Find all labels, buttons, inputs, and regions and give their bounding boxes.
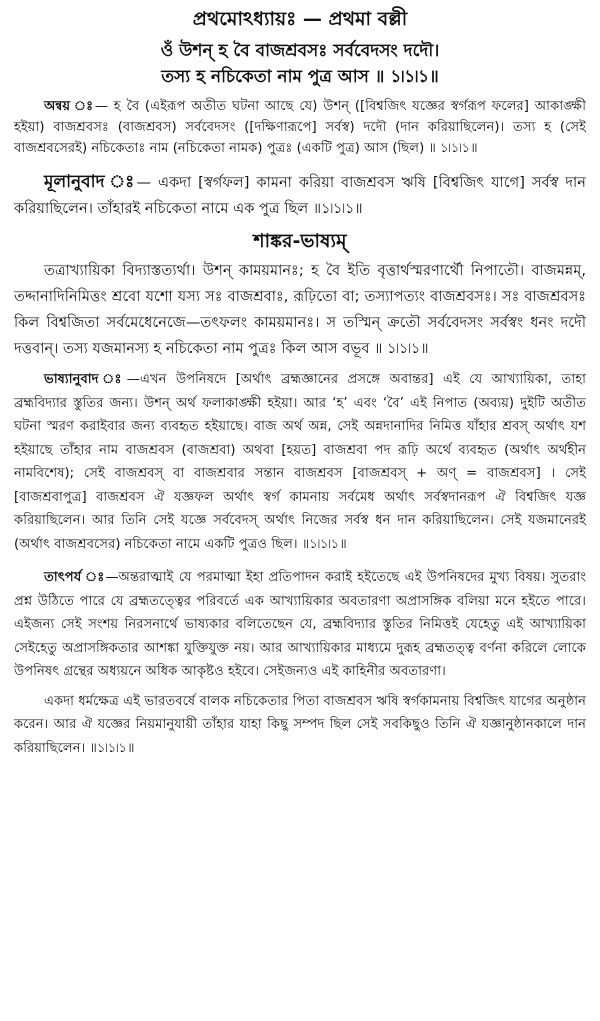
anvaya-label: অন্বয় ঃ xyxy=(44,99,95,114)
mulanubad-label: মূলানুবাদ ঃ xyxy=(44,172,137,192)
tatparya-text: —অন্তরাত্মাই যে পরমাত্মা ইহা প্রতিপাদন করাই হইতেছে এই উপনিষদের মুখ্য বিষয়। সুতরাং প্রশ্ন উঠিতে পারে যে ব্রহ্মতত্ত্বের পরিবর্তে এক আখ্যায়িকার অবতারণা অপ্রাসঙ্গিক বলিয়া মনে হইতে পারে। এইজন্য সেই সংশয় নিরসনার্থে ভাষ্যকার বলিতেছেন যে, ব্রহ্মবিদ্যার স্তুতির নিমিত্তই যেহেতু এই আখ্যায়িকা সেইহেতু অপ্রাসঙ্গিকতার আশঙ্কা যুক্তিযুক্ত নয়। আর আখ্যায়িকার মাধ্যমে দুরূহ ব্রহ্মতত্ত্ব বর্ণনা করিলে লোকে উপনিষৎ গ্রন্থের অধ্যয়নে অধিক আকৃষ্টও হইবে। সেইজন্যও এই কাহিনীর অবতারণা। xyxy=(14,570,586,679)
mantra-line-2: তস্য হ নচিকেতা নাম পুত্র আস ॥ ১৷১৷১॥ xyxy=(161,67,439,87)
anvaya-paragraph xyxy=(14,96,586,159)
bhashyanubad-text: —এখন উপনিষদে [অর্থাৎ ব্রহ্মজ্ঞানের প্রসঙ্গে অবান্তর] এই যে আখ্যায়িকা, তাহা ব্রহ্মবিদ্যার স্তুতির জন্য। উশন্ অর্থ ফলাকাঙ্ক্ষী হইয়া। আর ‘হ’ এবং ‘বৈ’ এই নিপাত (অব্যয়) দুইটি অতীত ঘটনা স্মরণ করাইবার জন্য ব্যবহৃত হইয়াছে। বাজ অর্থ অন্ন, সেই অন্নদানাদির নিমিত্ত যাঁহার শ্রবস্ অর্থাৎ যশ হইয়াছে তাঁহার নাম বাজশ্রবস (বাজশ্রবা) অথবা [হয়ত] বাজশ্রবা পদ রূঢ়ি অর্থে ব্যবহৃত (অর্থাৎ অর্থহীন নামবিশেষ); সেই বাজশ্রবস্ বা বাজশ্রবার সন্তান বাজশ্রবস [বাজশ্রবস্ + অণ্ = বাজশ্রবস] । সেই [বাজশ্রবাপুত্র] বাজশ্রবস ঐ যজ্ঞফল অর্থাৎ স্বর্গ কামনায় সর্বমেধ অর্থাৎ সর্বস্বদানরূপ ঐ বিশ্বজিৎ যজ্ঞ করিয়াছিলেন। আর তিনি সেই যজ্ঞে সর্ববেদস্ অর্থাৎ নিজের সর্বস্ব ধন দান করিয়াছিলেন। সেই যজমানেরই (অর্থাৎ বাজশ্রবসের) নচিকেতা নামে একটি পুত্রও ছিল। ॥১৷১৷১॥ xyxy=(14,372,586,552)
chapter-heading: প্রথমোঽধ্যায়ঃ — প্রথমা বল্লী xyxy=(192,8,408,30)
bhashyanubad-paragraph xyxy=(14,368,586,556)
tatparya-paragraph xyxy=(14,566,586,684)
mulanubad-text: — একদা [স্বর্গফল] কামনা করিয়া বাজশ্রবস ঋষি [বিশ্বজিৎ যাগে] সর্বস্ব দান করিয়াছিলেন। তাঁহারই নচিকেতা নামে এক পুত্র ছিল ॥১৷১৷১॥ xyxy=(14,174,586,217)
tatparya-label: তাৎপর্য ঃ xyxy=(44,570,106,585)
mantra-line-1: ওঁ উশন্ হ বৈ বাজশ্রবসঃ সর্ববেদসং দদৌ। xyxy=(160,41,440,61)
bhashya-paragraph: তত্রাখ্যায়িকা বিদ্যাস্তত্যর্থা। উশন্ কাময়মানঃ; হ বৈ ইতি বৃত্তার্থস্মরণার্থৌ নিপাতৌ। বাজমন্নম্, তদ্দানাদিনিমিত্তং শ্রবো যশো যস্য সঃ বাজশ্রবাঃ, রূঢ়িতো বা; তস্যাপত্যং বাজশ্রবসঃ। সঃ বাজশ্রবসঃ কিল বিশ্বজিতা সর্বমেধেনেজে—তৎফলং কাময়মানঃ। স তস্মিন্ ক্রতৌ সর্ববেদসং সর্বস্বং ধনং দদৌ দত্তবান্। তস্য যজমানস্য হ নচিকেতা নাম পুত্রঃ কিল আস বভূব ॥ ১৷১৷১॥ xyxy=(14,262,586,357)
anvaya-text: — হ বৈ (এইরূপ অতীত ঘটনা আছে যে) উশন্ ([বিশ্বজিৎ যজ্ঞের স্বর্গরূপ ফলের] আকাঙ্ক্ষী হইয়া) বাজশ্রবসঃ (বাজশ্রবস) সর্ববেদসং ([দক্ষিণারূপে] সর্বস্ব) দদৌ (দান করিয়াছিলেন)। তস্য হ (সেই বাজশ্রবসেরই) নচিকেতাঃ নাম (নচিকেতা নামক) পুত্রঃ (একটি পুত্র) আস (ছিল) ॥ ১৷১৷১॥ xyxy=(14,99,586,156)
mulanubad-paragraph xyxy=(14,169,586,222)
bhashya-title: শাঙ্কর-ভাষ্যম্ xyxy=(253,230,347,252)
bhashyanubad-label: ভাষ্যানুবাদ ঃ xyxy=(44,372,127,387)
closing-paragraph: একদা ধর্মক্ষেত্র এই ভারতবর্ষে বালক নচিকেতার পিতা বাজশ্রবস ঋষি স্বর্গকামনায় বিশ্বজিৎ যাগের অনুষ্ঠান করেন। আর ঐ যজ্ঞের নিয়মানুযায়ী তাঁহার যাহা কিছু সম্পদ ছিল সেই সবকিছুও তিনি ঐ যজ্ঞানুষ্ঠানকালে দান করিয়াছিলেন। ॥১৷১৷১॥ xyxy=(14,693,586,756)
